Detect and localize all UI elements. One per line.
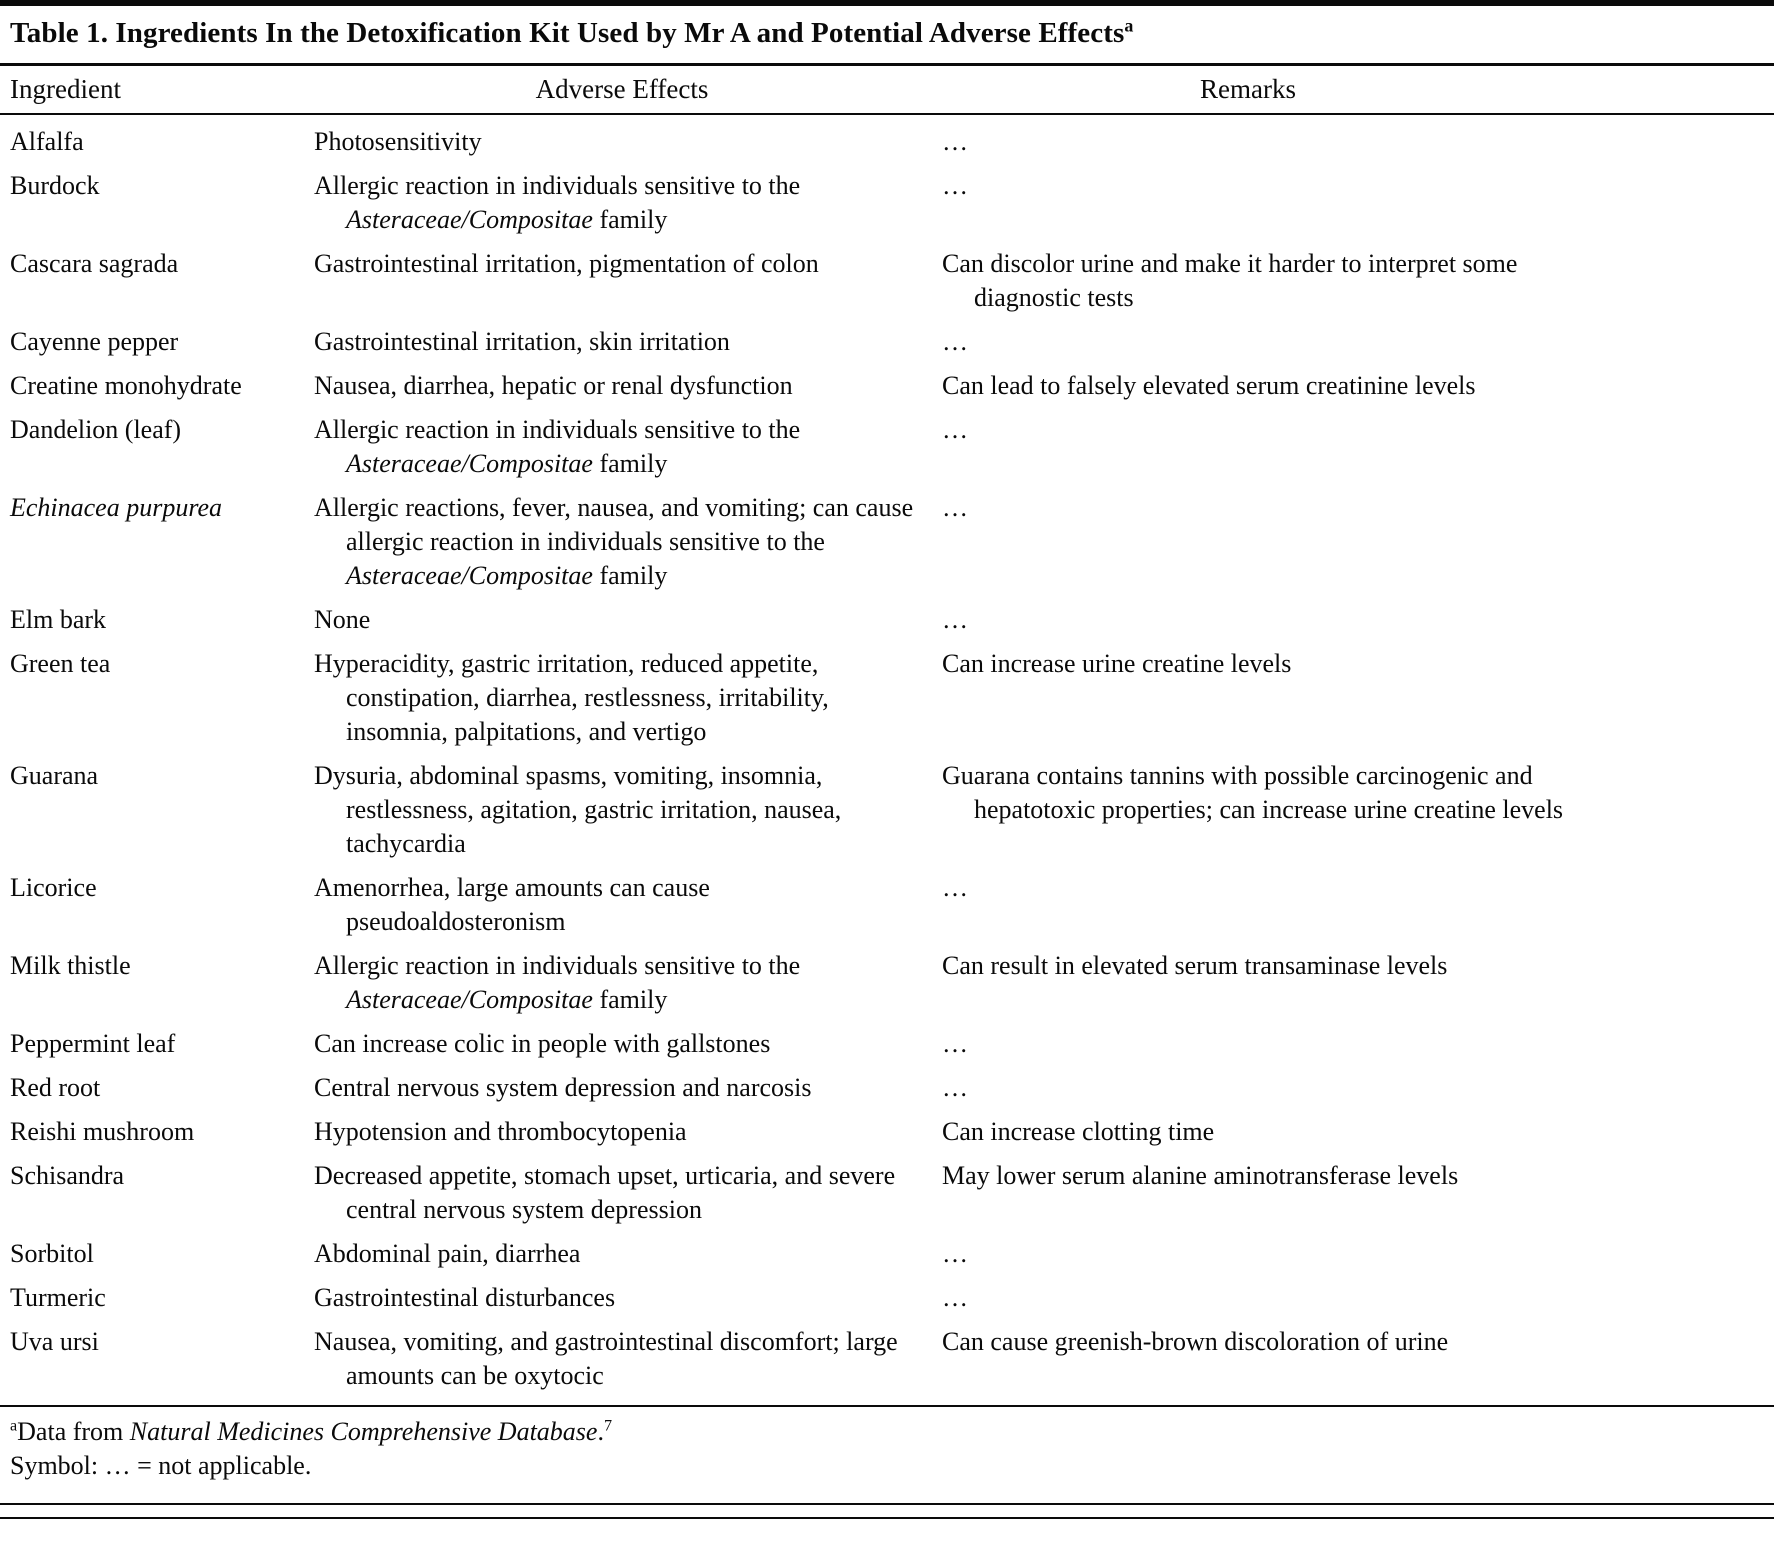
bottom-rule: [0, 1503, 1774, 1519]
adverse-effects-cell: Allergic reaction in individuals sensitive to the Asteraceae/Compositae family: [314, 414, 801, 478]
ingredient-cell: Green tea: [10, 648, 111, 678]
remarks-cell: …: [942, 326, 968, 356]
ingredient-cell: Red root: [10, 1072, 101, 1102]
table-row: [0, 325, 1774, 359]
adverse-effects-cell: Abdominal pain, diarrhea: [314, 1238, 581, 1268]
table-row: [0, 603, 1774, 637]
ingredient-cell: Licorice: [10, 872, 97, 902]
ingredient-cell: Cayenne pepper: [10, 326, 179, 356]
ingredient-cell: Turmeric: [10, 1282, 106, 1312]
remarks-cell: …: [942, 492, 968, 522]
adverse-effects-cell: Photosensitivity: [314, 126, 482, 156]
footnote-symbol-key: Symbol: … = not applicable.: [10, 1450, 312, 1480]
adverse-effects-cell: Allergic reactions, fever, nausea, and vomiting; can cause allergic reaction in individuals sensitive to the Asteraceae/Compositae family: [314, 492, 914, 590]
table-row: [0, 491, 1774, 593]
adverse-effects-cell: Amenorrhea, large amounts can cause pseudoaldosteronism: [314, 872, 710, 936]
adverse-effects-cell: Can increase colic in people with gallstones: [314, 1028, 771, 1058]
table-title: Table 1. Ingredients In the Detoxification Kit Used by Mr A and Potential Adverse Effects$^a$: [10, 15, 1134, 49]
table-row: [0, 247, 1774, 315]
table-row: [0, 1237, 1774, 1271]
ingredient-cell: Guarana: [10, 760, 99, 790]
table-body: [0, 115, 1774, 1405]
footnotes: [0, 1407, 1774, 1493]
ingredient-cell: Uva ursi: [10, 1326, 99, 1356]
ingredient-cell: Sorbitol: [10, 1238, 94, 1268]
adverse-effects-cell: Gastrointestinal disturbances: [314, 1282, 616, 1312]
table-row: [0, 949, 1774, 1017]
table-header-row: [0, 66, 1774, 113]
remarks-cell: May lower serum alanine aminotransferase levels: [942, 1160, 1459, 1190]
adverse-effects-cell: Central nervous system depression and narcosis: [314, 1072, 812, 1102]
table-row: [0, 1159, 1774, 1227]
table-row: [0, 413, 1774, 481]
ingredient-cell: Burdock: [10, 170, 100, 200]
table-row: [0, 759, 1774, 861]
remarks-cell: Can increase urine creatine levels: [942, 648, 1292, 678]
table-row: [0, 1115, 1774, 1149]
remarks-cell: …: [942, 414, 968, 444]
table-row: [0, 125, 1774, 159]
remarks-cell: …: [942, 170, 968, 200]
adverse-effects-cell: Gastrointestinal irritation, pigmentation of colon: [314, 248, 819, 278]
adverse-effects-cell: Allergic reaction in individuals sensitive to the Asteraceae/Compositae family: [314, 950, 801, 1014]
remarks-cell: …: [942, 604, 968, 634]
ingredient-cell: Cascara sagrada: [10, 248, 179, 278]
adverse-effects-cell: Hypotension and thrombocytopenia: [314, 1116, 687, 1146]
remarks-cell: …: [942, 1282, 968, 1312]
adverse-effects-cell: Decreased appetite, stomach upset, urticaria, and severe central nervous system depression: [314, 1160, 896, 1224]
remarks-cell: …: [942, 1238, 968, 1268]
table-row: [0, 871, 1774, 939]
table-row: [0, 369, 1774, 403]
remarks-cell: Can increase clotting time: [942, 1116, 1215, 1146]
adverse-effects-cell: Nausea, vomiting, and gastrointestinal discomfort; large amounts can be oxytocic: [314, 1326, 898, 1390]
ingredient-cell: Creatine monohydrate: [10, 370, 242, 400]
remarks-cell: Can lead to falsely elevated serum creatinine levels: [942, 370, 1476, 400]
column-header-ingredient: Ingredient: [10, 73, 121, 104]
table-row: [0, 647, 1774, 749]
remarks-cell: Can result in elevated serum transaminase levels: [942, 950, 1448, 980]
adverse-effects-cell: Gastrointestinal irritation, skin irritation: [314, 326, 730, 356]
remarks-cell: …: [942, 1072, 968, 1102]
remarks-cell: Guarana contains tannins with possible carcinogenic and hepatotoxic properties; can increase urine creatine levels: [942, 760, 1564, 824]
table-row: [0, 1071, 1774, 1105]
footnote-data-source: $^a$Data from Natural Medicines Comprehensive Database.$^7$: [10, 1416, 613, 1446]
adverse-effects-cell: None: [314, 604, 371, 634]
table-row: [0, 1027, 1774, 1061]
remarks-cell: …: [942, 1028, 968, 1058]
adverse-effects-cell: Nausea, diarrhea, hepatic or renal dysfunction: [314, 370, 793, 400]
ingredient-cell: Peppermint leaf: [10, 1028, 176, 1058]
ingredient-cell: Reishi mushroom: [10, 1116, 195, 1146]
remarks-cell: …: [942, 126, 968, 156]
ingredient-cell: Alfalfa: [10, 126, 84, 156]
table-row: [0, 169, 1774, 237]
remarks-cell: Can discolor urine and make it harder to interpret some diagnostic tests: [942, 248, 1518, 312]
ingredient-cell: Echinacea purpurea: [10, 492, 223, 522]
adverse-effects-cell: Allergic reaction in individuals sensitive to the Asteraceae/Compositae family: [314, 170, 801, 234]
remarks-cell: Can cause greenish-brown discoloration of urine: [942, 1326, 1449, 1356]
table-row: [0, 1325, 1774, 1393]
adverse-effects-cell: Hyperacidity, gastric irritation, reduced appetite, constipation, diarrhea, restlessness, irritability, insomnia, palpitations, and vertigo: [314, 648, 829, 746]
remarks-cell: …: [942, 872, 968, 902]
ingredient-cell: Milk thistle: [10, 950, 131, 980]
column-header-remarks: Remarks: [1200, 73, 1296, 104]
ingredient-cell: Elm bark: [10, 604, 107, 634]
column-header-adverse-effects: Adverse Effects: [535, 73, 709, 104]
adverse-effects-cell: Dysuria, abdominal spasms, vomiting, insomnia, restlessness, agitation, gastric irritation, nausea, tachycardia: [314, 760, 842, 858]
ingredient-cell: Schisandra: [10, 1160, 125, 1190]
ingredient-cell: Dandelion (leaf): [10, 414, 182, 444]
table-row: [0, 1281, 1774, 1315]
